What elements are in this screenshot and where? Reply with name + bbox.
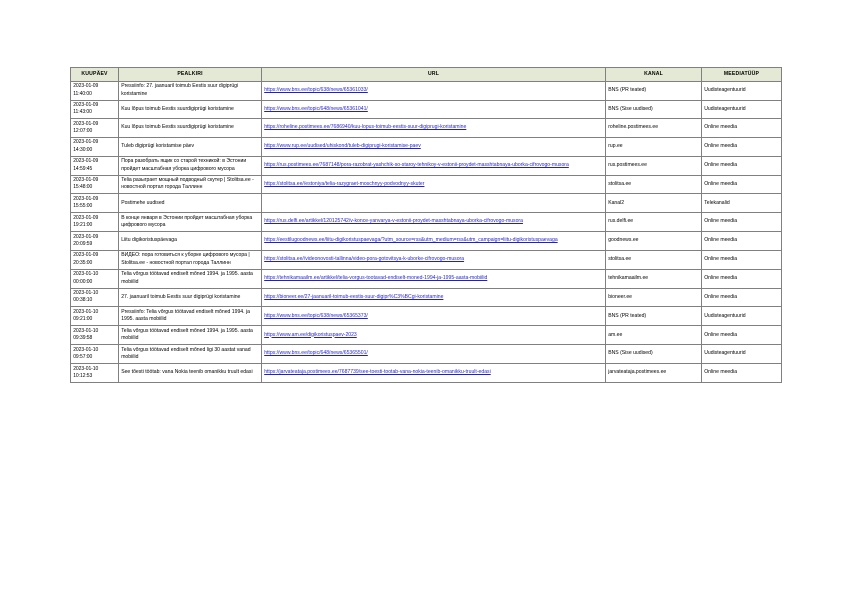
cell-title: Liitu digikoristuspäevaga	[119, 232, 262, 251]
cell-url	[262, 156, 606, 175]
cell-url	[262, 175, 606, 194]
table-row	[71, 194, 782, 213]
cell-url	[262, 137, 606, 156]
article-link[interactable]: https://rus.delfi.ee/artikkel/120125742/v-konce-yanvarya-v-estonii-proydet-masshtabnaya-uborka-cifrovogo-musora	[264, 218, 523, 225]
date-value: 2023-01-10	[73, 309, 99, 316]
cell-title: See tõesti töötab: vana Nokia teenib omanikku truult edasi	[119, 364, 262, 383]
article-link[interactable]: https://jarvateataja.postimees.ee/7687739/see-toesti-tootab-vana-nokia-teenib-omanikku-truult-edasi	[264, 369, 491, 376]
cell-date	[71, 100, 119, 119]
cell-title: Tuleb digiprügi koristamise päev	[119, 137, 262, 156]
time-value: 20:09:59	[73, 240, 93, 247]
time-value: 19:21:00	[73, 222, 93, 229]
table-row	[71, 345, 782, 364]
cell-url	[262, 364, 606, 383]
date-value: 2023-01-09	[73, 233, 99, 240]
table-row	[71, 232, 782, 251]
date-value: 2023-01-09	[73, 158, 99, 165]
article-link[interactable]: https://stolitsa.ee//videonovosti-tallinna/video-pora-gotovitsya-k-uborke-cifrovogo-musora	[264, 256, 465, 263]
cell-url	[262, 250, 606, 269]
cell-meediatuup: Online meedia	[702, 364, 782, 383]
date-value: 2023-01-09	[73, 252, 99, 259]
cell-kanal: rus.postimees.ee	[606, 156, 702, 175]
cell-date	[71, 81, 119, 100]
cell-kanal: BNS (Sise uudised)	[606, 100, 702, 119]
cell-meediatuup: Online meedia	[702, 269, 782, 288]
column-header-pealkiri: PEALKIRI	[119, 68, 262, 82]
date-value: 2023-01-10	[73, 327, 99, 334]
date-value: 2023-01-09	[73, 83, 99, 90]
cell-title: Telia võrgus töötavad endiselt mõned ligi 30 aastat vanad mobiilid	[119, 345, 262, 364]
table-row	[71, 100, 782, 119]
cell-url	[262, 100, 606, 119]
date-value: 2023-01-10	[73, 290, 99, 297]
cell-meediatuup: Online meedia	[702, 175, 782, 194]
table-row	[71, 326, 782, 345]
cell-title: Kuu lõpus toimub Eestis suurdigiprügi koristamine	[119, 100, 262, 119]
time-value: 11:43:00	[73, 109, 92, 116]
cell-kanal: stolitsa.ee	[606, 175, 702, 194]
table-row	[71, 269, 782, 288]
date-value: 2023-01-10	[73, 365, 99, 372]
column-header-url: URL	[262, 68, 606, 82]
cell-title: Postimehe uudised	[119, 194, 262, 213]
cell-title: Pressiinfo: Telia võrgus töötavad endiselt mõned 1994. ja 1995. aasta mobiilid	[119, 307, 262, 326]
cell-url	[262, 119, 606, 138]
cell-meediatuup: Online meedia	[702, 137, 782, 156]
cell-title: 27. jaanuaril toimub Eestis suur digiprügi koristamine	[119, 288, 262, 307]
cell-url	[262, 288, 606, 307]
cell-date	[71, 364, 119, 383]
cell-kanal: Kanal2	[606, 194, 702, 213]
cell-kanal: am.ee	[606, 326, 702, 345]
cell-title: Telia разыграет мощный подводный скутер | Stolitsa.ee - новостной портал города Таллинн	[119, 175, 262, 194]
article-link[interactable]: https://www.rup.ee/uudised/uhiskond/tuleb-digiprugi-koristamise-paev	[264, 143, 421, 150]
cell-meediatuup: Online meedia	[702, 288, 782, 307]
cell-title: Kuu lõpus toimub Eestis suurdigiprügi koristamine	[119, 119, 262, 138]
time-value: 11:40:00	[73, 90, 92, 97]
cell-url	[262, 345, 606, 364]
time-value: 00:00:00	[73, 278, 93, 285]
cell-date	[71, 175, 119, 194]
cell-meediatuup: Uudisteagentuurid	[702, 307, 782, 326]
cell-date	[71, 307, 119, 326]
cell-kanal: rus.delfi.ee	[606, 213, 702, 232]
time-value: 14:59:45	[73, 165, 93, 172]
time-value: 15:55:00	[73, 203, 93, 210]
table-row	[71, 175, 782, 194]
article-link[interactable]: https://stolitsa.ee//estoniya/telia-razygraet-moschnyy-podvodnyy-skuter	[264, 180, 425, 187]
table-header	[71, 68, 782, 82]
article-link[interactable]: https://bioneer.ee/27-jaanuaril-toimub-eestis-suur-digipr%C3%BCgi-koristamine	[264, 293, 444, 300]
cell-title: ВИДЕО: пора готовиться к уборке цифрового мусора | Stolitsa.ee - новостной портал города Таллинн	[119, 250, 262, 269]
cell-meediatuup: Online meedia	[702, 156, 782, 175]
cell-date	[71, 119, 119, 138]
table-row	[71, 364, 782, 383]
cell-meediatuup: Online meedia	[702, 232, 782, 251]
cell-date	[71, 288, 119, 307]
time-value: 15:48:00	[73, 184, 93, 191]
cell-title: Telia võrgus töötavad endiselt mõned 1994. ja 1995. aasta mobiilid	[119, 326, 262, 345]
cell-date	[71, 156, 119, 175]
article-link[interactable]: https://www.bns.ee/topic/638/news/65365373/	[264, 312, 368, 319]
cell-date	[71, 232, 119, 251]
time-value: 09:21:00	[73, 316, 93, 323]
cell-url	[262, 194, 606, 213]
cell-kanal: goodnews.ee	[606, 232, 702, 251]
article-link[interactable]: https://www.bns.ee/topic/638/news/65361033/	[264, 86, 368, 93]
cell-kanal: tehnikamaailm.ee	[606, 269, 702, 288]
article-link[interactable]: https://roheline.postimees.ee/7686940/kuu-lopus-toimub-eestis-suur-digiprugi-koristamine	[264, 124, 467, 131]
table-row	[71, 288, 782, 307]
time-value: 12:07:00	[73, 128, 93, 135]
time-value: 00:38:10	[73, 297, 93, 304]
date-value: 2023-01-09	[73, 102, 99, 109]
article-link[interactable]: https://tehnikamaailm.ee/artikkel/telia-vorgus-tootavad-endiselt-moned-1994-ja-1995-aasta-mobiilid	[264, 274, 488, 281]
cell-kanal: jarvateataja.postimees.ee	[606, 364, 702, 383]
cell-url	[262, 81, 606, 100]
table-row	[71, 156, 782, 175]
article-link[interactable]: https://www.bns.ee/topic/648/news/65365501/	[264, 350, 368, 357]
cell-title: В конце января в Эстонии пройдет масштабная уборка цифрового мусора	[119, 213, 262, 232]
table-row	[71, 213, 782, 232]
article-link[interactable]: https://rus.postimees.ee/7687148/pora-razobrat-yashchik-so-staroy-tehnikoy-v-estonii-proydet-masshtabnaya-uborka-cifrovogo-musora	[264, 161, 569, 168]
article-link[interactable]: https://www.am.ee/digikoristuspaev-2023	[264, 331, 357, 338]
cell-meediatuup: Online meedia	[702, 326, 782, 345]
cell-kanal: bioneer.ee	[606, 288, 702, 307]
cell-meediatuup: Uudisteagentuurid	[702, 345, 782, 364]
table-body	[71, 81, 782, 382]
article-link[interactable]: https://www.bns.ee/topic/648/news/65361041/	[264, 105, 368, 112]
cell-kanal: BNS (PR teated)	[606, 307, 702, 326]
cell-kanal: roheline.postimees.ee	[606, 119, 702, 138]
cell-title: Telia võrgus töötavad endiselt mõned 1994. ja 1995. aasta mobiilid	[119, 269, 262, 288]
column-header-kuupaev: KUUPÄEV	[71, 68, 119, 82]
cell-meediatuup: Uudisteagentuurid	[702, 81, 782, 100]
cell-kanal: BNS (Sise uudised)	[606, 345, 702, 364]
cell-meediatuup: Uudisteagentuurid	[702, 100, 782, 119]
cell-kanal: rup.ee	[606, 137, 702, 156]
time-value: 14:30:00	[73, 146, 93, 153]
time-value: 10:12:53	[73, 372, 93, 379]
cell-title: Пора разобрать ящик со старой техникой: в Эстонии пройдет масштабная уборка цифрового мусора	[119, 156, 262, 175]
cell-url	[262, 307, 606, 326]
cell-meediatuup: Online meedia	[702, 119, 782, 138]
cell-meediatuup: Online meedia	[702, 250, 782, 269]
time-value: 09:39:58	[73, 335, 93, 342]
media-monitoring-table	[70, 67, 782, 383]
table-header-row	[71, 68, 782, 82]
table-row	[71, 307, 782, 326]
cell-meediatuup: Online meedia	[702, 213, 782, 232]
cell-date	[71, 194, 119, 213]
cell-url	[262, 326, 606, 345]
date-value: 2023-01-09	[73, 139, 99, 146]
cell-url	[262, 232, 606, 251]
cell-date	[71, 269, 119, 288]
cell-url	[262, 269, 606, 288]
time-value: 20:35:00	[73, 259, 93, 266]
date-value: 2023-01-10	[73, 346, 99, 353]
cell-date	[71, 250, 119, 269]
date-value: 2023-01-09	[73, 120, 99, 127]
date-value: 2023-01-10	[73, 271, 99, 278]
date-value: 2023-01-09	[73, 214, 99, 221]
table-row	[71, 119, 782, 138]
media-monitoring-table-wrapper	[70, 67, 781, 383]
cell-date	[71, 345, 119, 364]
cell-meediatuup: Telekanalid	[702, 194, 782, 213]
cell-title: Pressiinfo: 27. jaanuaril toimub Eestis suur digiprügi koristamine	[119, 81, 262, 100]
table-row	[71, 250, 782, 269]
article-link[interactable]: https://eestilugoodnews.ee/liitu-digikoristuspaevaga/?utm_source=rss&utm_medium=rss&utm_campaign=liitu-digikoristuspaevaga	[264, 237, 558, 244]
column-header-kanal: KANAL	[606, 68, 702, 82]
column-header-meediatuup: MEEDIATÜÜP	[702, 68, 782, 82]
table-row	[71, 81, 782, 100]
time-value: 09:57:00	[73, 354, 93, 361]
table-row	[71, 137, 782, 156]
cell-date	[71, 326, 119, 345]
cell-date	[71, 213, 119, 232]
cell-date	[71, 137, 119, 156]
cell-url	[262, 213, 606, 232]
cell-kanal: BNS (PR teated)	[606, 81, 702, 100]
cell-kanal: stolitsa.ee	[606, 250, 702, 269]
date-value: 2023-01-09	[73, 177, 99, 184]
date-value: 2023-01-09	[73, 196, 99, 203]
